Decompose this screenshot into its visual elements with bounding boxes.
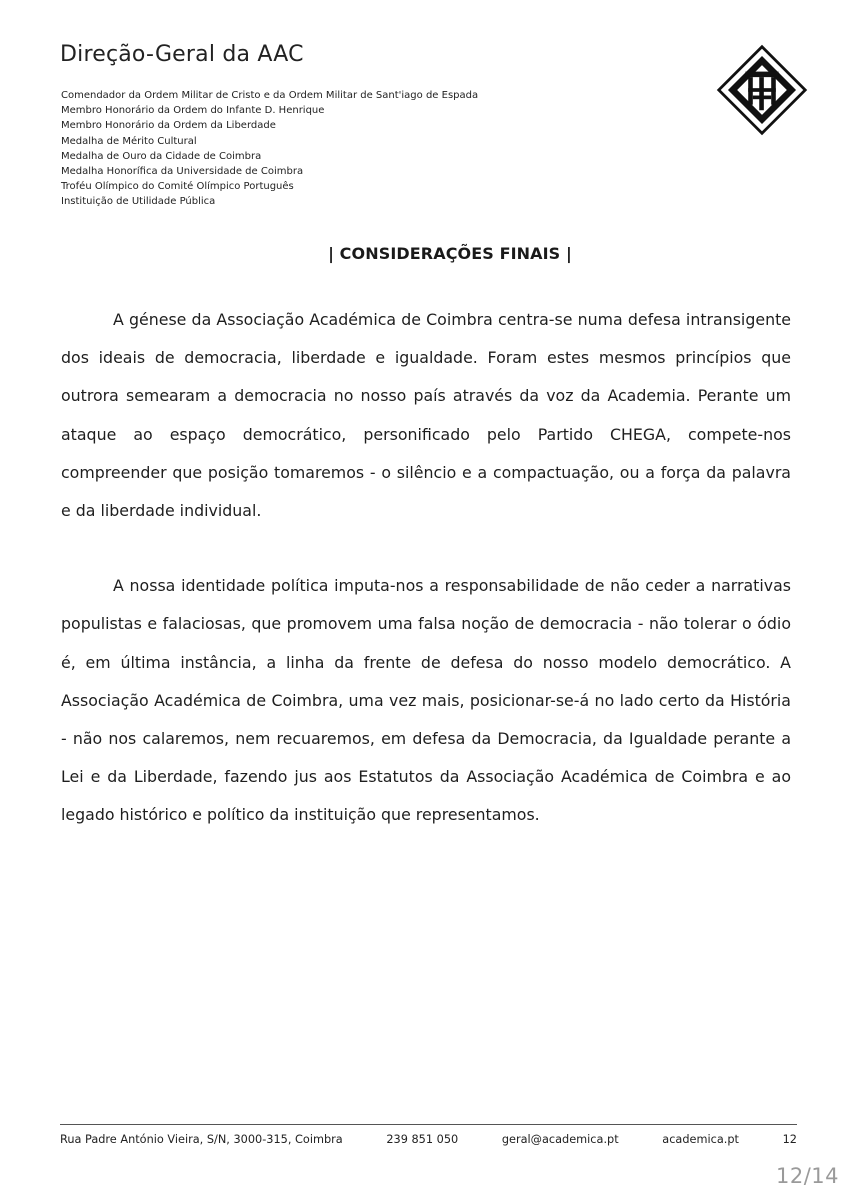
section-title: | CONSIDERAÇÕES FINAIS | <box>328 244 572 263</box>
aac-crest-icon <box>716 44 808 136</box>
honor-item: Comendador da Ordem Militar de Cristo e da Ordem Militar de Sant'iago de Espada <box>61 90 479 101</box>
footer-divider <box>60 1124 797 1125</box>
footer-website: academica.pt <box>662 1133 739 1146</box>
footer-phone: 239 851 050 <box>386 1133 459 1146</box>
footer <box>60 1133 797 1146</box>
paragraph: A nossa identidade política imputa-nos a responsabilidade de não ceder a narrativas populistas e falaciosas, que promovem uma falsa noção de democracia - não tolerar o ódio é, em última instância, a linha da frente de defesa do nosso modelo democrático. A Associação Académica de Coimbra, uma vez mais, posicionar-se-á no lado certo da História - não nos calaremos, nem recuaremos, em defesa da Democracia, da Igualdade perante a Lei e da Liberdade, fazendo jus aos Estatutos da Associação Académica de Coimbra e ao legado histórico e político da instituição que representamos. <box>61 576 791 825</box>
footer-email: geral@academica.pt <box>501 1133 619 1146</box>
honor-item: Membro Honorário da Ordem do Infante D. Henrique <box>61 105 325 117</box>
honor-item: Medalha Honorífica da Universidade de Coimbra <box>61 166 304 178</box>
footer-address: Rua Padre António Vieira, S/N, 3000-315, Coimbra <box>60 1133 343 1146</box>
honor-item: Instituição de Utilidade Pública <box>61 196 216 208</box>
footer-page-number: 12 <box>782 1133 797 1146</box>
organization-title: Direção-Geral da AAC <box>60 42 304 67</box>
honors-list <box>61 88 478 210</box>
honor-item: Troféu Olímpico do Comité Olímpico Português <box>61 181 294 193</box>
honor-item: Medalha de Mérito Cultural <box>61 135 197 147</box>
paragraph: A génese da Associação Académica de Coimbra centra-se numa defesa intransigente dos ideais de democracia, liberdade e igualdade. Foram estes mesmos princípios que outrora semearam a democracia no nosso país através da voz da Academia. Perante um ataque ao espaço democrático, personificado pelo Partido CHEGA, compete-nos compreender que posição tomaremos - o silêncio e a compactuação, ou a força da palavra e da liberdade individual. <box>61 310 791 521</box>
honor-item: Membro Honorário da Ordem da Liberdade <box>61 120 276 132</box>
honor-item: Medalha de Ouro da Cidade de Coimbra <box>61 150 262 162</box>
page-indicator: 12/14 <box>775 1164 839 1188</box>
body-text <box>61 301 791 872</box>
